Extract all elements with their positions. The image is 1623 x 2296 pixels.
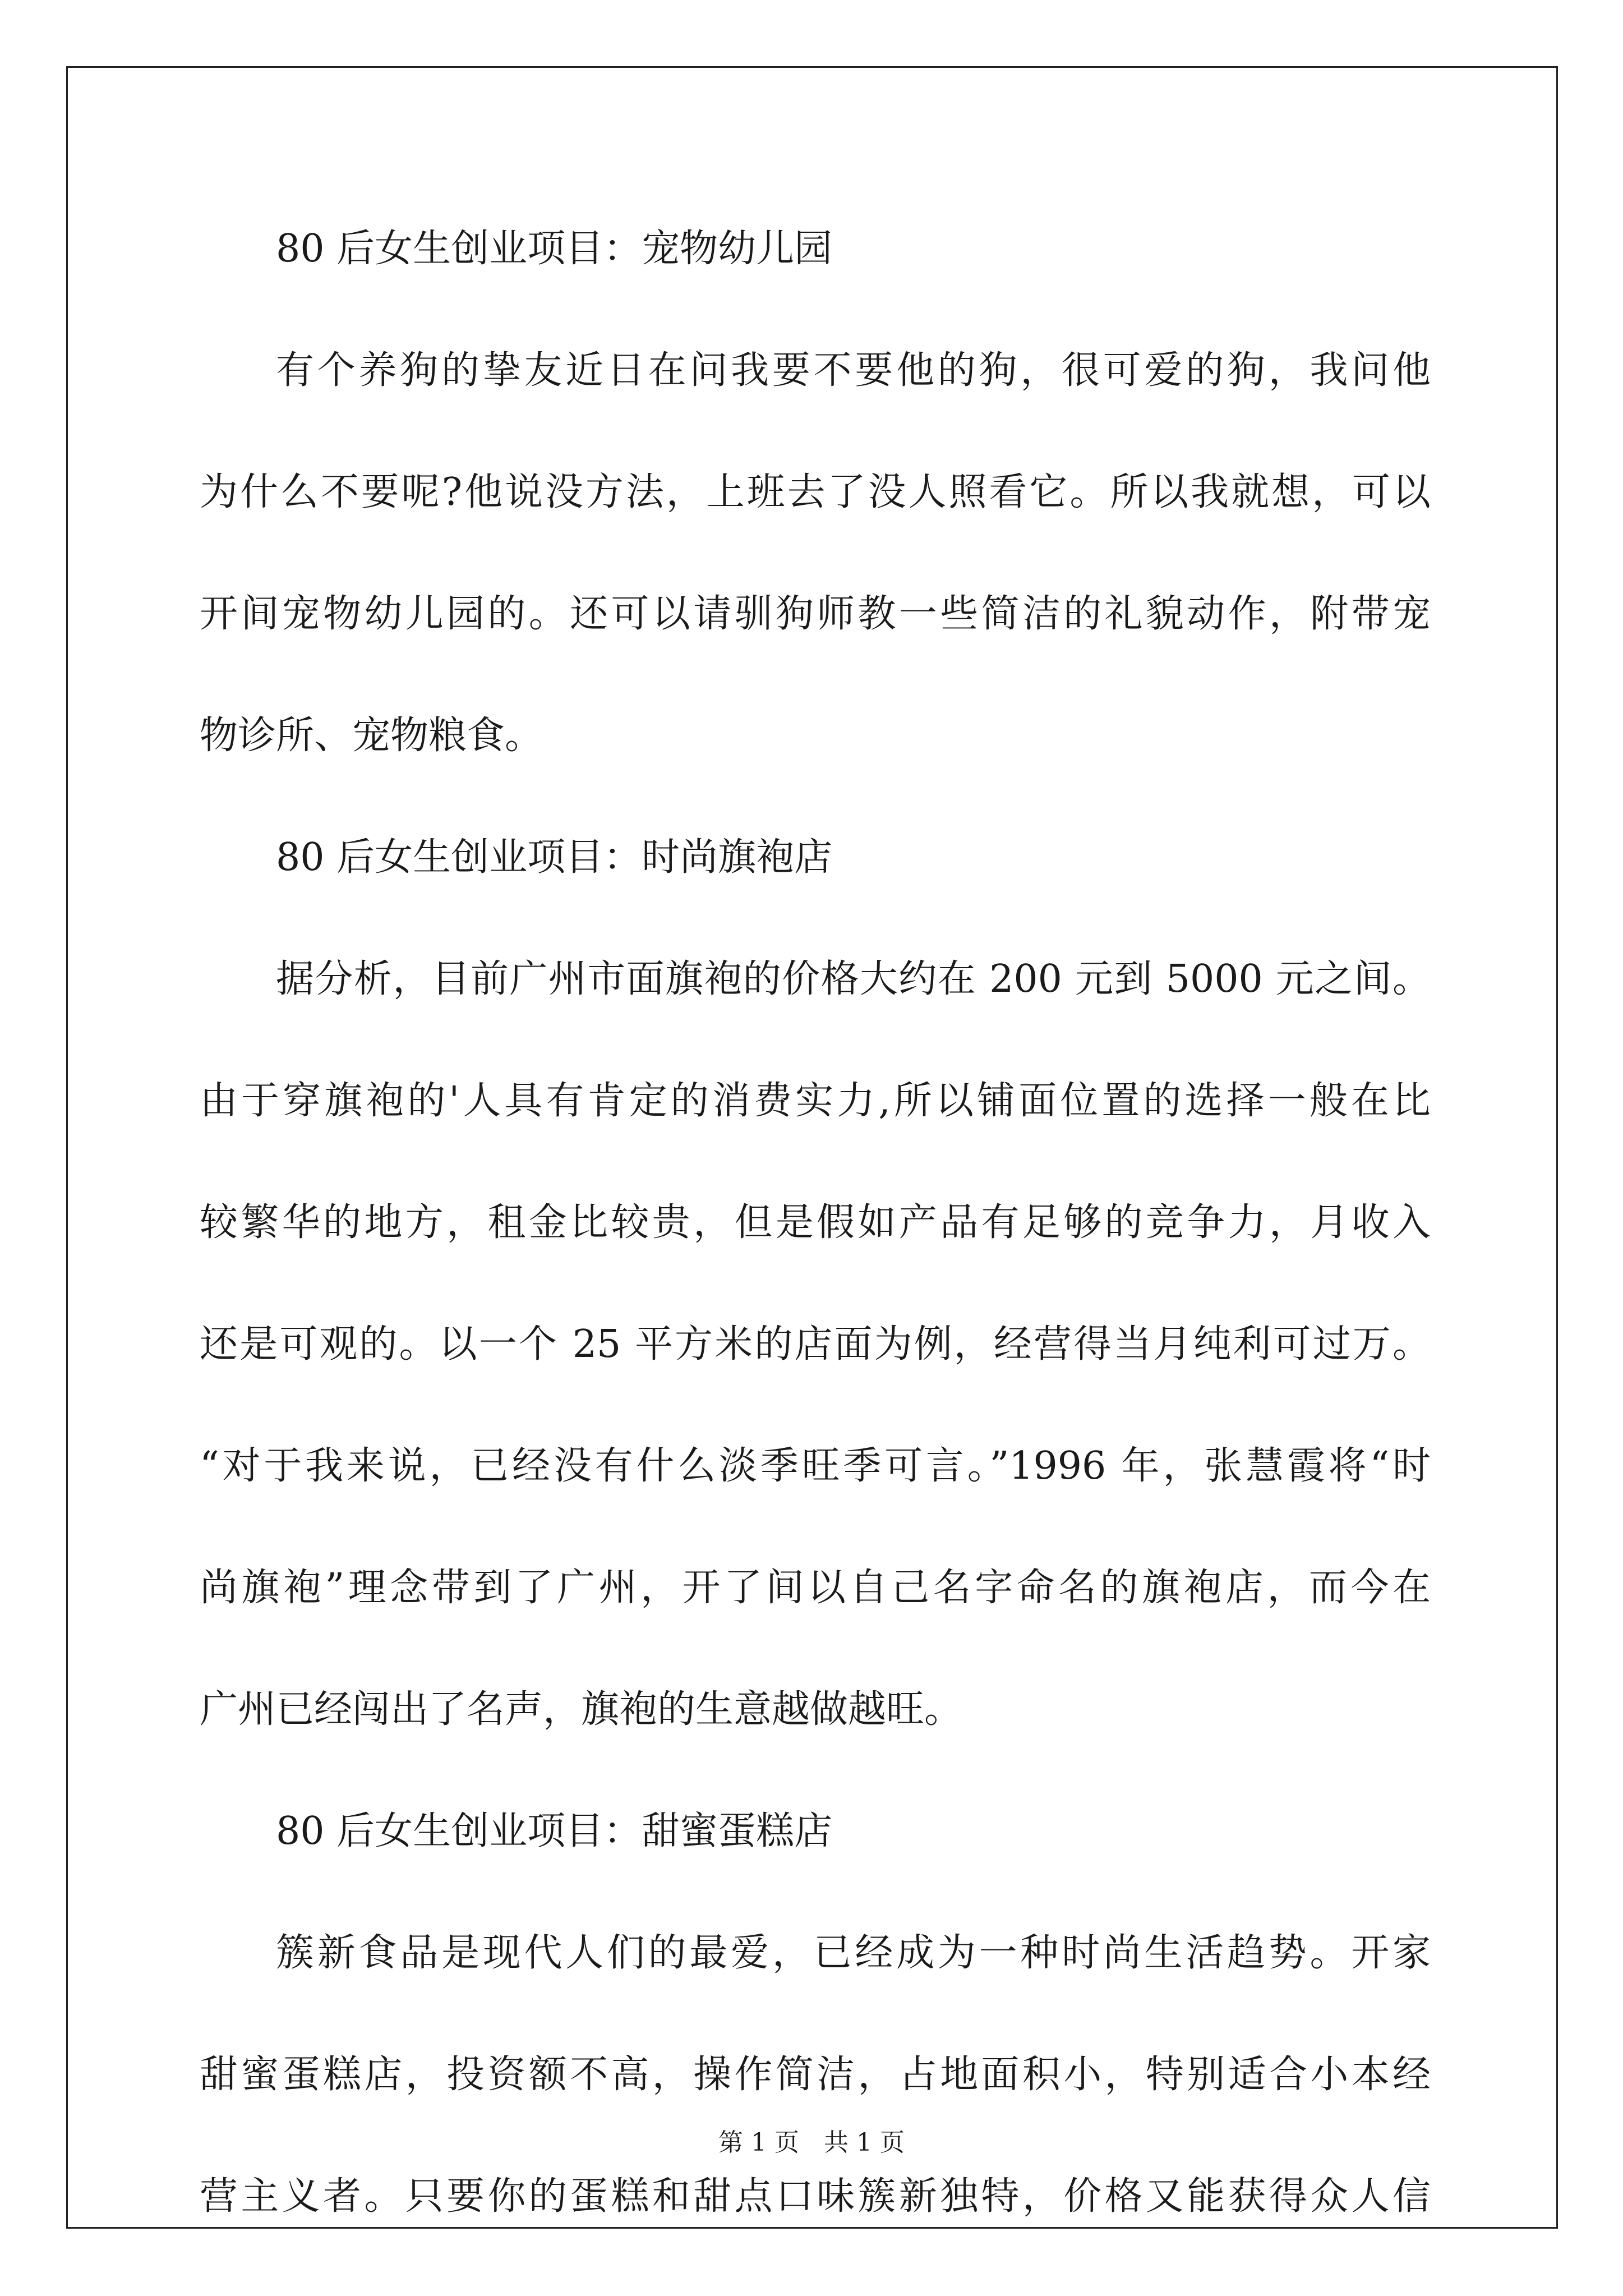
heading-qipao-shop: 80 后女生创业项目：时尚旗袍店 bbox=[276, 835, 833, 880]
paragraph-line: 簇新食品是现代人们的最爱，已经成为一种时尚生活趋势。开家 bbox=[276, 1931, 1431, 1975]
document-body bbox=[200, 202, 1431, 2271]
paragraph-line: 较繁华的地方，租金比较贵，但是假如产品有足够的竞争力，月收入 bbox=[200, 1200, 1431, 1245]
heading-pet-kindergarten: 80 后女生创业项目：宠物幼儿园 bbox=[276, 227, 833, 271]
paragraph-line: 尚旗袍”理念带到了广州，开了间以自己名字命名的旗袍店，而今在 bbox=[200, 1566, 1431, 1610]
paragraph-line: 为什么不要呢?他说没方法，上班去了没人照看它。所以我就想，可以 bbox=[200, 470, 1431, 514]
paragraph-line: 营主义者。只要你的蛋糕和甜点口味簇新独特，价格又能获得众人信 bbox=[200, 2174, 1431, 2219]
paragraph-line: 开间宠物幼儿园的。还可以请驯狗师教一些简洁的礼貌动作，附带宠 bbox=[200, 592, 1431, 636]
paragraph-line: 由于穿旗袍的'人具有肯定的消费实力,所以铺面位置的选择一般在比 bbox=[200, 1079, 1431, 1123]
paragraph-line: 据分析，目前广州市面旗袍的价格大约在 200 元到 5000 元之间。 bbox=[276, 957, 1431, 1001]
paragraph-line: 有个养狗的挚友近日在问我要不要他的狗，很可爱的狗，我问他 bbox=[276, 348, 1431, 393]
page-number-footer: 第 1 页 共 1 页 bbox=[718, 2128, 905, 2157]
paragraph-line: 甜蜜蛋糕店，投资额不高，操作简洁，占地面积小，特别适合小本经 bbox=[200, 2053, 1431, 2097]
paragraph-line: “对于我来说，已经没有什么淡季旺季可言。”1996 年，张慧霞将“时 bbox=[200, 1444, 1431, 1488]
paragraph-line: 还是可观的。以一个 25 平方米的店面为例，经营得当月纯利可过万。 bbox=[200, 1322, 1431, 1366]
heading-cake-shop: 80 后女生创业项目：甜蜜蛋糕店 bbox=[276, 1809, 833, 1853]
paragraph-line: 物诊所、宠物粮食。 bbox=[200, 714, 543, 758]
paragraph-line: 广州已经闯出了名声，旗袍的生意越做越旺。 bbox=[200, 1687, 963, 1732]
